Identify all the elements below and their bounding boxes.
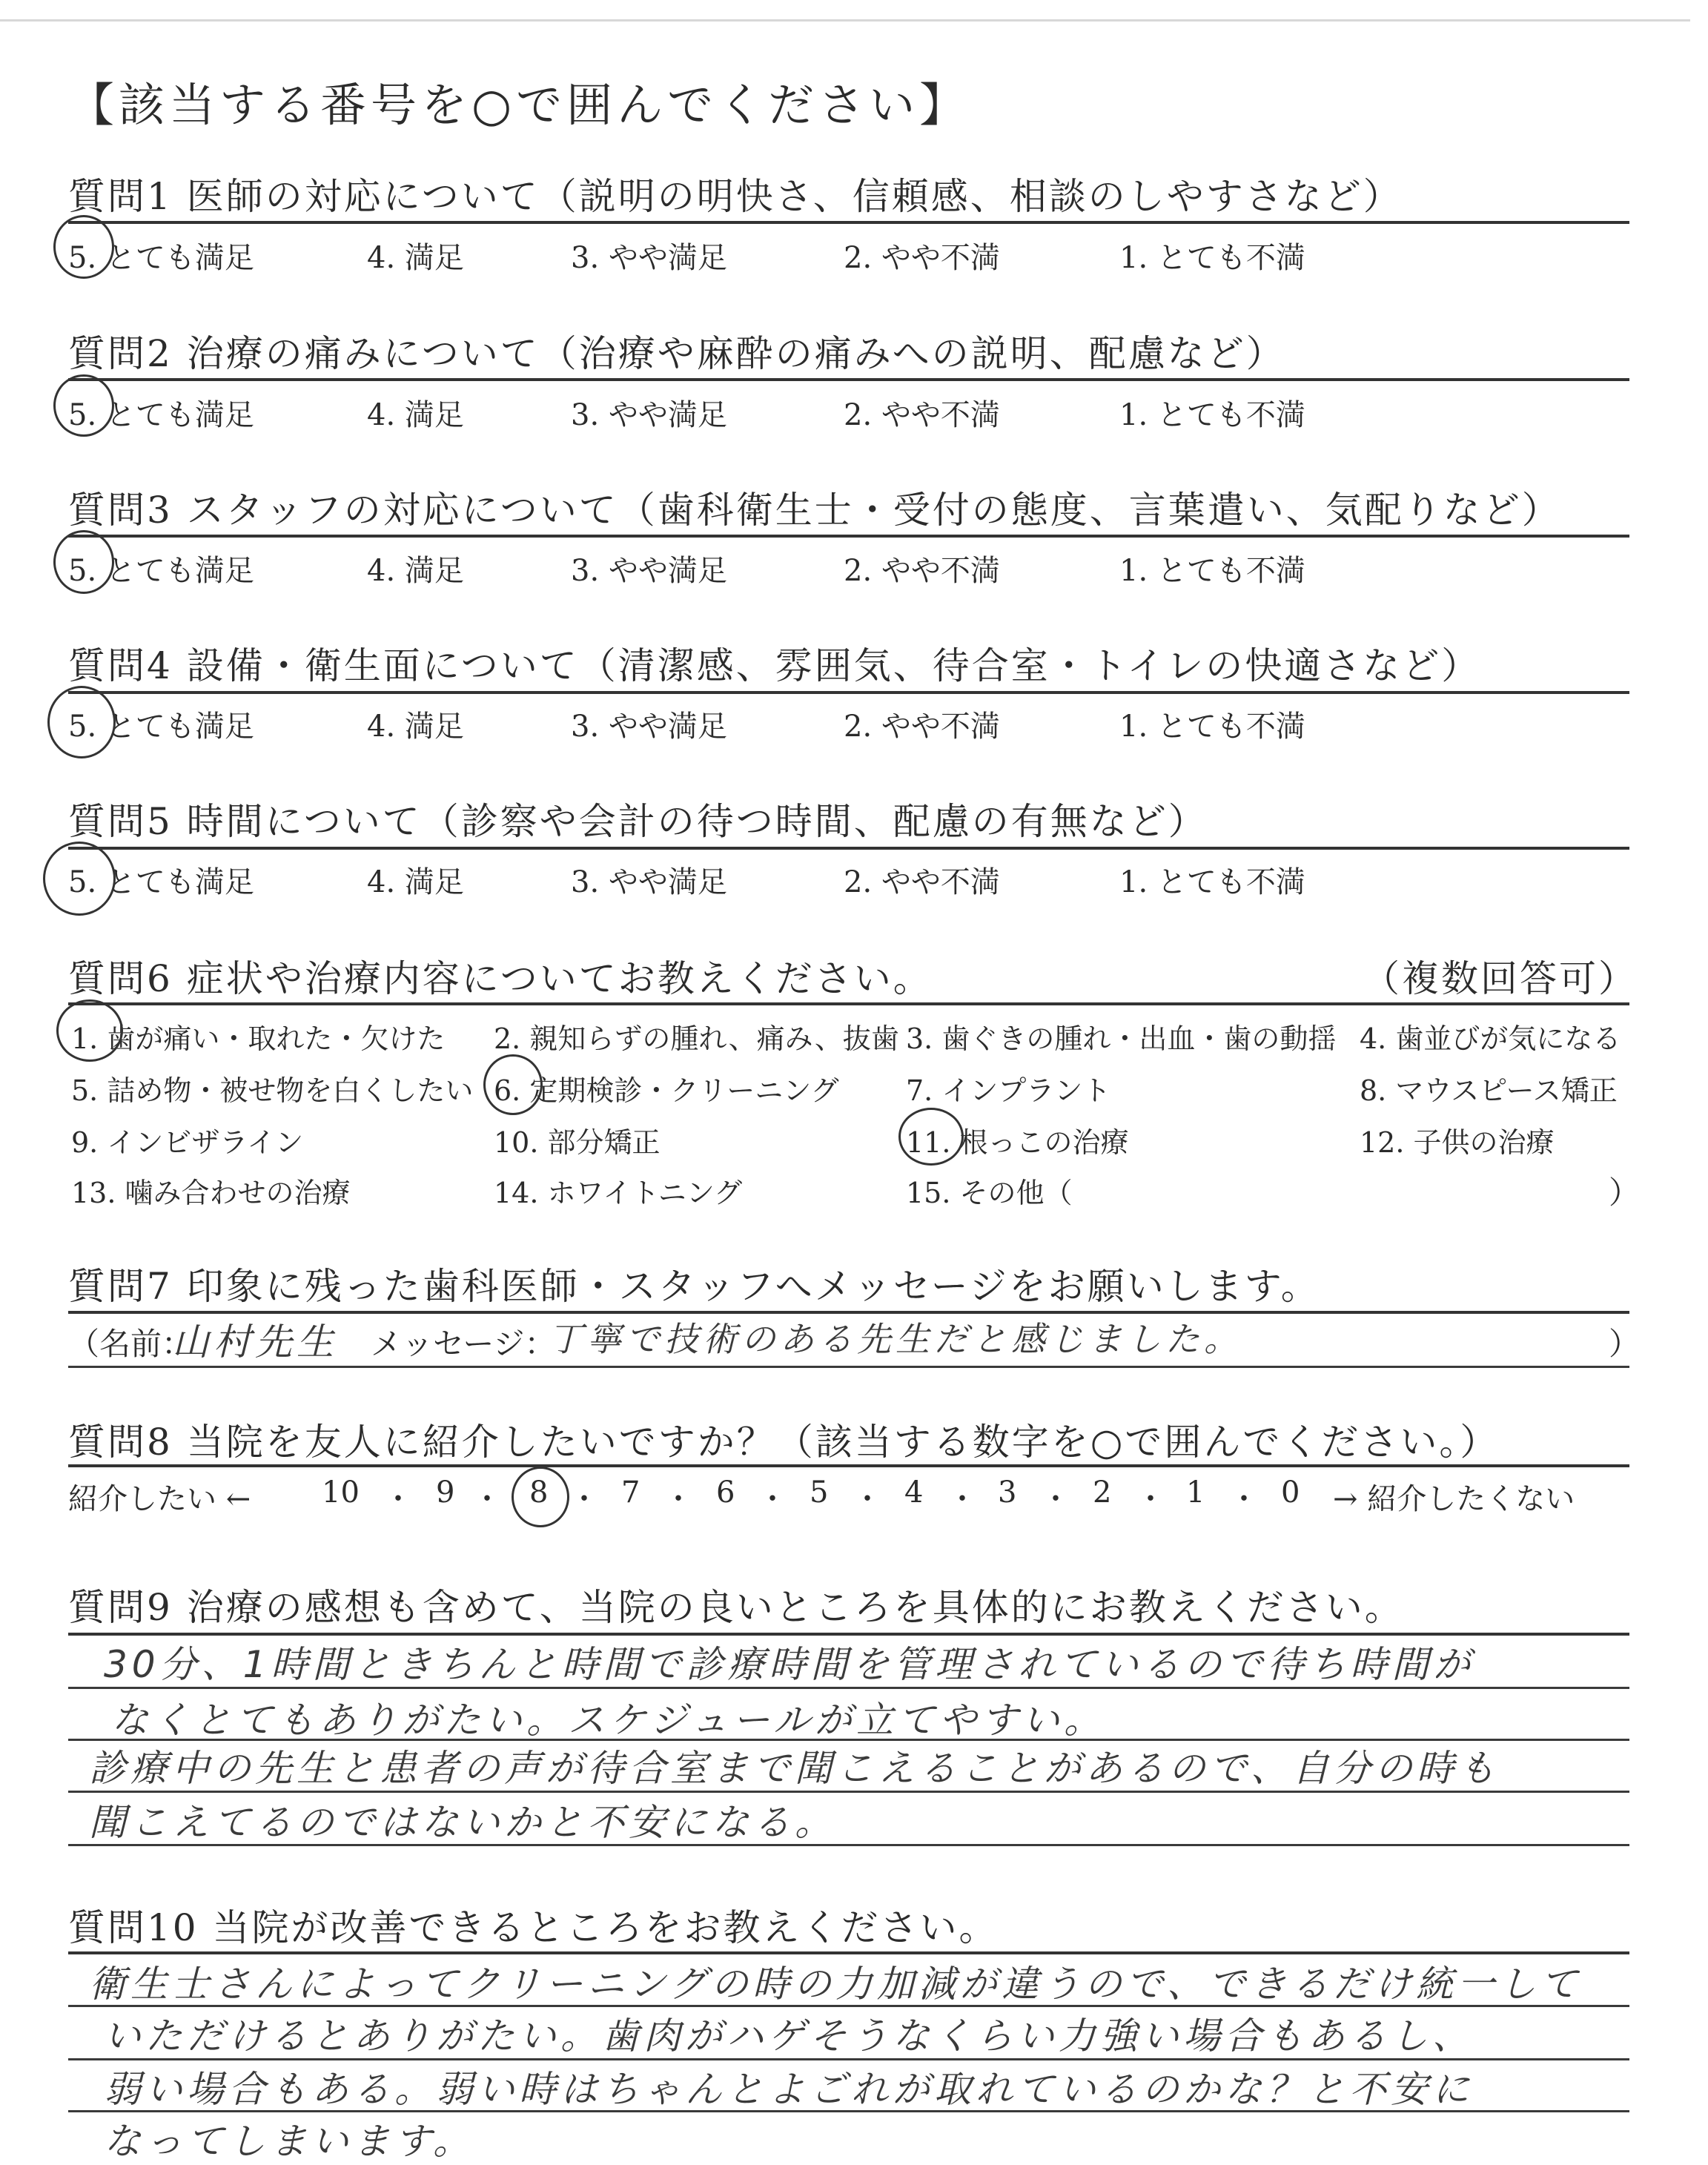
symptom-10[interactable]: 10. 部分矯正 — [494, 1126, 661, 1159]
symptom-12[interactable]: 12. 子供の治療 — [1360, 1126, 1555, 1159]
question-4-rule — [68, 691, 1629, 694]
scale-dot: ・ — [569, 1482, 599, 1516]
scale-dot: ・ — [947, 1482, 977, 1516]
q2-selection-circle — [53, 374, 114, 437]
q4-selection-circle — [47, 686, 116, 758]
scale-2[interactable]: 2 — [1093, 1475, 1112, 1510]
scale-10[interactable]: 10 — [322, 1475, 360, 1510]
symptom-15-close-paren: ） — [1609, 1174, 1641, 1211]
q7-message-label: メッセージ： — [371, 1326, 556, 1362]
q5-selection-circle — [43, 842, 116, 916]
symptom-2[interactable]: 2. 親知らずの腫れ、痛み、抜歯 — [494, 1022, 899, 1055]
scale-5[interactable]: 5 — [810, 1475, 829, 1510]
scale-7[interactable]: 7 — [621, 1475, 640, 1510]
symptom-4[interactable]: 4. 歯並びが気になる — [1360, 1022, 1621, 1055]
q4-option-5[interactable]: 5. とても満足 — [68, 710, 254, 744]
question-8-rule — [68, 1464, 1629, 1467]
q2-option-3[interactable]: 3. やや満足 — [571, 398, 727, 432]
symptom-1[interactable]: 1. 歯が痛い・取れた・欠けた — [71, 1022, 446, 1055]
q2-option-5[interactable]: 5. とても満足 — [68, 398, 254, 432]
q3-option-3[interactable]: 3. やや満足 — [571, 554, 727, 588]
q2-option-4[interactable]: 4. 満足 — [367, 398, 464, 432]
symptom-5[interactable]: 5. 詰め物・被せ物を白くしたい — [71, 1074, 474, 1107]
q9-answer-line-3[interactable]: 診療中の先生と患者の声が待合室まで聞こえることがあるので、自分の時も — [89, 1747, 1500, 1790]
q8-selection-circle — [512, 1467, 569, 1527]
scale-dot: ・ — [853, 1482, 882, 1516]
q1-option-1[interactable]: 1. とても不満 — [1119, 241, 1305, 275]
question-2-rule — [68, 378, 1629, 381]
q3-option-5[interactable]: 5. とても満足 — [68, 554, 254, 588]
q7-name-value[interactable]: 山村先生 — [172, 1321, 338, 1364]
q10-answer-line-1[interactable]: 衛生士さんによってクリーニングの時の力加減が違うので、できるだけ統一して — [89, 1963, 1582, 2006]
q10-answer-line-4[interactable]: なってしまいます。 — [104, 2120, 474, 2163]
question-6: 質問6 症状や治療内容についてお教えください。 — [68, 957, 933, 1000]
scale-dot: ・ — [1136, 1482, 1165, 1516]
symptom-11[interactable]: 11. 根っこの治療 — [906, 1126, 1129, 1159]
q4-option-4[interactable]: 4. 満足 — [367, 710, 464, 744]
q7-name-label: （名前： — [68, 1326, 193, 1362]
q1-option-3[interactable]: 3. やや満足 — [571, 241, 727, 275]
scale-dot: ・ — [383, 1482, 413, 1516]
question-5: 質問5 時間について（診察や会計の待つ時間、配慮の有無など） — [68, 800, 1208, 843]
q6-selection-circle-1 — [56, 999, 123, 1062]
symptom-6[interactable]: 6. 定期検診・クリーニング — [494, 1074, 839, 1107]
symptom-15[interactable]: 15. その他（ — [906, 1177, 1073, 1209]
recommend-scale — [68, 1475, 1625, 1520]
q9-answer-line-1[interactable]: 30分、1時間ときちんと時間で診療時間を管理されているので待ち時間が — [104, 1643, 1475, 1686]
symptom-14[interactable]: 14. ホワイトニング — [494, 1177, 743, 1209]
question-9: 質問9 治療の感想も含めて、当院の良いところを具体的にお教えください。 — [68, 1586, 1404, 1629]
scale-right-label: → 紹介したくない — [1333, 1482, 1575, 1516]
q10-answer-line-3[interactable]: 弱い場合もある。弱い時はちゃんとよごれが取れているのかな？と不安に — [104, 2068, 1474, 2111]
question-10: 質問10 当院が改善できるところをお教えください。 — [68, 1906, 999, 1949]
q3-option-2[interactable]: 2. やや不満 — [844, 554, 1000, 588]
scale-9[interactable]: 9 — [436, 1475, 455, 1510]
q1-option-2[interactable]: 2. やや不満 — [844, 241, 1000, 275]
scale-1[interactable]: 1 — [1186, 1475, 1205, 1510]
q3-selection-circle — [53, 530, 114, 594]
q7-message-value[interactable]: 丁寧で技術のある先生だと感じました。 — [549, 1319, 1242, 1359]
scale-4[interactable]: 4 — [904, 1475, 924, 1510]
q3-option-1[interactable]: 1. とても不満 — [1119, 554, 1305, 588]
q9-answer-line-4[interactable]: 聞こえてるのではないかと不安になる。 — [89, 1801, 836, 1844]
symptom-8[interactable]: 8. マウスピース矯正 — [1360, 1074, 1618, 1107]
q4-option-2[interactable]: 2. やや不満 — [844, 710, 1000, 744]
q1-selection-circle — [53, 215, 114, 279]
symptom-9[interactable]: 9. インビザライン — [71, 1126, 304, 1159]
question-8: 質問8 当院を友人に紹介したいですか？（該当する数字を○で囲んでください。） — [68, 1421, 1500, 1464]
q1-option-4[interactable]: 4. 満足 — [367, 241, 464, 275]
page-title: 【該当する番号を○で囲んでください】 — [68, 78, 970, 132]
scale-dot: ・ — [472, 1482, 502, 1516]
q2-option-2[interactable]: 2. やや不満 — [844, 398, 1000, 432]
scale-dot: ・ — [663, 1482, 693, 1516]
question-6-rule — [68, 1002, 1629, 1005]
q6-selection-circle-6 — [483, 1054, 543, 1115]
q5-option-1[interactable]: 1. とても不満 — [1119, 865, 1305, 899]
scale-dot: ・ — [1041, 1482, 1070, 1516]
scale-dot: ・ — [758, 1482, 787, 1516]
question-4: 質問4 設備・衛生面について（清潔感、雰囲気、待合室・トイレの快適さなど） — [68, 644, 1481, 687]
symptom-7[interactable]: 7. インプラント — [906, 1074, 1111, 1107]
scale-8[interactable]: 8 — [529, 1475, 549, 1510]
scale-6[interactable]: 6 — [716, 1475, 735, 1510]
question-7-bottom-rule — [68, 1366, 1629, 1368]
question-1: 質問1 医師の対応について（説明の明快さ、信頼感、相談のしやすさなど） — [68, 175, 1403, 218]
question-6-note: （複数回答可） — [1363, 957, 1638, 1000]
question-7: 質問7 印象に残った歯科医師・スタッフへメッセージをお願いします。 — [68, 1265, 1320, 1308]
symptom-13[interactable]: 13. 噛み合わせの治療 — [71, 1177, 351, 1209]
symptom-3[interactable]: 3. 歯ぐきの腫れ・出血・歯の動揺 — [906, 1022, 1337, 1055]
q9-answer-line-2[interactable]: なくとてもありがたい。スケジュールが立てやすい。 — [111, 1699, 1105, 1742]
q5-option-3[interactable]: 3. やや満足 — [571, 865, 727, 899]
scale-0[interactable]: 0 — [1281, 1475, 1300, 1510]
q5-option-4[interactable]: 4. 満足 — [367, 865, 464, 899]
q7-close-paren: ） — [1609, 1326, 1641, 1362]
top-border-line — [0, 19, 1690, 22]
q10-answer-line-2[interactable]: いただけるとありがたい。歯肉がハゲそうなくらい力強い場合もあるし、 — [104, 2014, 1474, 2057]
scale-3[interactable]: 3 — [998, 1475, 1017, 1510]
question-5-rule — [68, 847, 1629, 850]
q5-option-2[interactable]: 2. やや不満 — [844, 865, 1000, 899]
question-2: 質問2 治療の痛みについて（治療や麻酔の痛みへの説明、配慮など） — [68, 332, 1285, 375]
q1-option-5[interactable]: 5. とても満足 — [68, 241, 254, 275]
question-1-rule — [68, 221, 1629, 224]
q6-selection-circle-11 — [898, 1108, 964, 1166]
q5-option-5[interactable]: 5. とても満足 — [68, 865, 254, 899]
q2-option-1[interactable]: 1. とても不満 — [1119, 398, 1305, 432]
scale-left-label: 紹介したい ← — [68, 1482, 251, 1516]
question-3-rule — [68, 535, 1629, 538]
q3-option-4[interactable]: 4. 満足 — [367, 554, 464, 588]
q4-option-1[interactable]: 1. とても不満 — [1119, 710, 1305, 744]
q4-option-3[interactable]: 3. やや満足 — [571, 710, 727, 744]
question-3: 質問3 スタッフの対応について（歯科衛生士・受付の態度、言葉遣い、気配りなど） — [68, 489, 1561, 532]
scale-dot: ・ — [1229, 1482, 1259, 1516]
